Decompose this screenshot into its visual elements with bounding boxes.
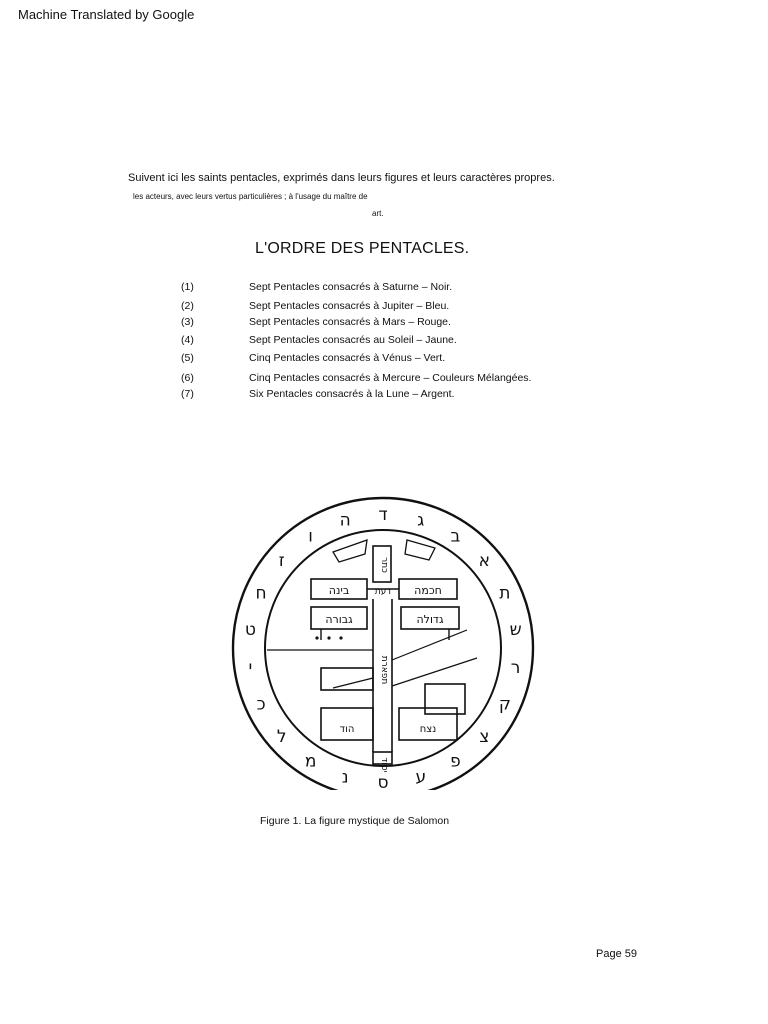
pentacle-number: (2) <box>181 300 194 312</box>
ring-letter: ד <box>378 505 388 525</box>
section-title: L'ORDRE DES PENTACLES. <box>255 240 470 257</box>
pentacle-number: (1) <box>181 281 194 293</box>
ring-letter: ז <box>278 551 285 572</box>
ring-letter: כ <box>256 694 266 715</box>
solomon-mystic-figure <box>229 490 549 790</box>
label-daat: דעת <box>374 587 392 597</box>
pentacle-text: Sept Pentacles consacrés à Mars – Rouge. <box>249 316 451 328</box>
pentacle-text: Cinq Pentacles consacrés à Vénus – Vert. <box>249 352 446 364</box>
ring-letter: ס <box>377 773 389 790</box>
label-netzach: נצח <box>419 724 437 735</box>
ring-letters <box>245 505 522 790</box>
translation-header: Machine Translated by Google <box>18 7 195 22</box>
label-keter: כתר <box>379 557 389 573</box>
pentacle-text: Sept Pentacles consacrés à Jupiter – Bleu. <box>249 300 450 312</box>
intro-line-3: art. <box>372 209 384 218</box>
right-step <box>425 684 465 714</box>
ring-letter: ל <box>276 726 287 747</box>
wedge-left <box>333 540 367 562</box>
label-gedulah: גדולה <box>416 613 444 626</box>
ring-letter: מ <box>304 751 317 772</box>
ring-letter: א <box>478 551 490 572</box>
ring-letter: ג <box>417 510 425 531</box>
pentacle-text: Sept Pentacles consacrés à Saturne – Noir. <box>249 281 453 293</box>
ring-letter: ו <box>308 526 313 547</box>
label-chokmah: חכמה <box>414 584 442 597</box>
intro-line-1: Suivent ici les saints pentacles, exprimés dans leurs figures et leurs caractères propres. <box>128 172 555 184</box>
intro-line-2: les acteurs, avec leurs vertus particulières ; à l'usage du maître de <box>133 192 368 201</box>
ring-letter: פ <box>450 751 461 772</box>
ring-letter: ת <box>499 583 511 604</box>
left-step <box>321 668 373 690</box>
ring-letter: צ <box>479 726 490 747</box>
ring-letter: ט <box>244 619 256 640</box>
ring-letter: י <box>248 658 253 679</box>
ring-letter: ק <box>498 694 511 715</box>
label-geburah: גבורה <box>325 613 353 626</box>
ring-letter: נ <box>341 767 349 788</box>
ring-letter: ש <box>509 619 522 640</box>
label-yesod: יסוד <box>379 757 389 773</box>
ring-letter: ב <box>450 526 461 547</box>
pentacle-text: Six Pentacles consacrés à la Lune – Argent. <box>249 388 455 400</box>
label-hod: הוד <box>339 724 355 735</box>
pentacle-number: (3) <box>181 316 194 328</box>
pentacle-number: (5) <box>181 352 194 364</box>
ring-letter: ר <box>510 658 521 679</box>
ring-letter: ח <box>255 583 267 604</box>
pentacle-text: Cinq Pentacles consacrés à Mercure – Couleurs Mélangées. <box>249 372 532 384</box>
pentacle-text: Sept Pentacles consacrés au Soleil – Jaune. <box>249 334 457 346</box>
page-number: Page 59 <box>596 948 637 960</box>
pentacle-number: (4) <box>181 334 194 346</box>
ring-letter: ע <box>415 767 427 788</box>
pentacle-number: (6) <box>181 372 194 384</box>
ring-letter: ה <box>339 510 351 531</box>
figure-caption: Figure 1. La figure mystique de Salomon <box>260 815 450 827</box>
wedge-right <box>405 540 435 560</box>
label-binah: בינה <box>328 584 350 597</box>
label-tiferet: תפארת <box>379 655 389 685</box>
pentacle-number: (7) <box>181 388 194 400</box>
